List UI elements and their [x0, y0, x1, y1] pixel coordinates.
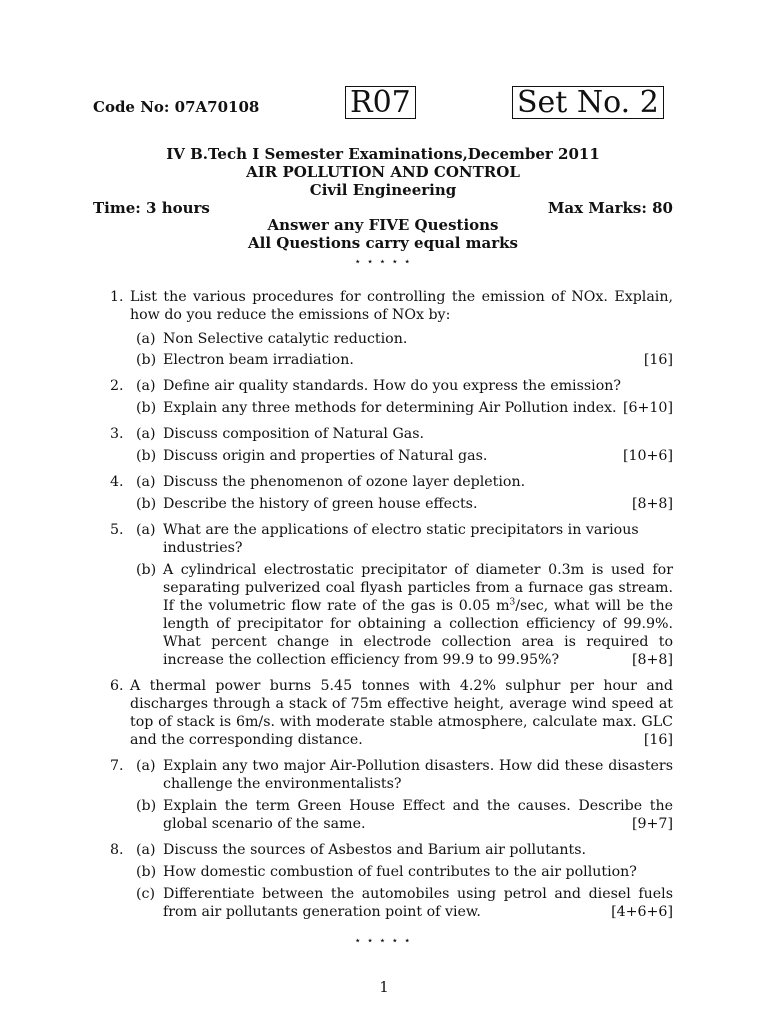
part-text: Define air quality standards. How do you express the emission? — [163, 378, 621, 394]
instruction-five: Answer any FIVE Questions — [267, 216, 499, 234]
part-a — [93, 841, 673, 859]
part-text-cont: /sec, what will be the length of precipitator for obtaining a collection efficiency of 99.9%. What percent change in electrode collection area is required to increase the collection efficiency from 99.9 to 99.95%? — [163, 598, 673, 668]
part-a — [93, 377, 673, 395]
marks: [10+6] — [622, 448, 673, 464]
question-8 — [93, 841, 673, 921]
branch-title: Civil Engineering — [309, 181, 457, 199]
question-number: 6. — [110, 678, 124, 694]
part-b — [93, 561, 673, 669]
part-label: (b) — [136, 448, 157, 464]
part-text: Describe the history of green house effects. — [163, 496, 478, 512]
question-number: 4. — [110, 474, 124, 490]
question-number: 5. — [110, 522, 124, 538]
part-label: (a) — [136, 842, 156, 858]
part-text: Non Selective catalytic reduction. — [163, 331, 408, 347]
part-label: (a) — [136, 426, 156, 442]
part-text: What are the applications of electro static precipitators in various industries? — [163, 522, 639, 556]
question-6 — [93, 677, 673, 749]
part-text: Discuss origin and properties of Natural gas. — [163, 448, 488, 464]
max-marks: Max Marks: 80 — [547, 199, 673, 217]
part-a — [93, 425, 673, 443]
question-text — [130, 677, 673, 749]
question-5 — [93, 521, 673, 669]
part-label: (b) — [136, 352, 157, 368]
part-text: Discuss the phenomenon of ozone layer depletion. — [163, 474, 526, 490]
code-number: Code No: 07A70108 — [93, 98, 260, 116]
question-list — [93, 288, 673, 929]
part-label: (b) — [136, 562, 157, 578]
part-b — [93, 495, 673, 513]
marks: [6+10] — [622, 400, 673, 416]
part-a — [93, 521, 673, 557]
part-a — [93, 757, 673, 793]
marks: [16] — [643, 352, 673, 368]
question-number: 1. — [110, 289, 124, 305]
part-label: (c) — [136, 886, 156, 902]
part-text: How domestic combustion of fuel contributes to the air pollution? — [163, 864, 637, 880]
part-a — [93, 473, 673, 491]
part-label: (a) — [136, 474, 156, 490]
question-4 — [93, 473, 673, 513]
superscript: 3 — [509, 597, 516, 608]
question-number: 8. — [110, 842, 124, 858]
part-text: Explain the term Green House Effect and the causes. Describe the global scenario of the same. — [163, 798, 673, 832]
part-b — [93, 399, 673, 417]
part-text: Discuss the sources of Asbestos and Barium air pollutants. — [163, 842, 586, 858]
subject-title: AIR POLLUTION AND CONTROL — [246, 163, 520, 181]
question-body: A thermal power burns 5.45 tonnes with 4.2% sulphur per hour and discharges through a stack of 75m effective height, average wind speed at top of stack is 6m/s. with moderate stable atmosphere, calculate max. GLC and the corresponding distance. — [130, 678, 673, 748]
marks: [8+8] — [631, 496, 673, 512]
question-2 — [93, 377, 673, 417]
question-7 — [93, 757, 673, 833]
part-label: (a) — [136, 758, 156, 774]
page-number: 1 — [379, 978, 389, 996]
part-label: (a) — [136, 522, 156, 538]
part-text: Explain any two major Air-Pollution disasters. How did these disasters challenge the environmentalists? — [163, 758, 673, 792]
part-label: (a) — [136, 331, 156, 347]
regulation-box: R07 — [345, 86, 416, 119]
part-a — [130, 330, 673, 348]
marks: [9+7] — [631, 816, 673, 832]
part-label: (b) — [136, 798, 157, 814]
marks: [4+6+6] — [611, 904, 673, 920]
exam-title: IV B.Tech I Semester Examinations,December 2011 — [166, 145, 600, 163]
question-number: 7. — [110, 758, 124, 774]
part-text: A cylindrical electrostatic precipitator of diameter 0.3m is used for separating pulverized coal flyash particles from a furnace gas stream. If the volumetric flow rate of the gas is 0.05 m — [163, 562, 673, 614]
part-text: Electron beam irradiation. — [163, 352, 354, 368]
part-label: (b) — [136, 864, 157, 880]
marks: [8+8] — [631, 652, 673, 668]
question-1 — [93, 288, 673, 369]
question-text: List the various procedures for controlling the emission of NOx. Explain, how do you reduce the emissions of NOx by: — [130, 289, 673, 323]
set-number-box: Set No. 2 — [512, 86, 664, 119]
part-c — [93, 885, 673, 921]
part-label: (a) — [136, 378, 156, 394]
part-b — [130, 351, 673, 369]
part-b — [93, 863, 673, 881]
question-3 — [93, 425, 673, 465]
part-text: Discuss composition of Natural Gas. — [163, 426, 425, 442]
marks: [16] — [643, 732, 673, 748]
question-number: 3. — [110, 426, 124, 442]
part-label: (b) — [136, 496, 157, 512]
stars-divider-footer: ⋆ ⋆ ⋆ ⋆ ⋆ — [354, 934, 412, 947]
question-number: 2. — [110, 378, 124, 394]
instruction-equal: All Questions carry equal marks — [248, 234, 518, 252]
part-text: Explain any three methods for determining Air Pollution index. — [163, 400, 617, 416]
part-text: Differentiate between the automobiles using petrol and diesel fuels from air pollutants generation point of view. — [163, 886, 673, 920]
stars-divider: ⋆ ⋆ ⋆ ⋆ ⋆ — [354, 255, 412, 268]
part-b — [93, 797, 673, 833]
part-label: (b) — [136, 400, 157, 416]
part-b — [93, 447, 673, 465]
time-allowed: Time: 3 hours — [93, 199, 210, 217]
